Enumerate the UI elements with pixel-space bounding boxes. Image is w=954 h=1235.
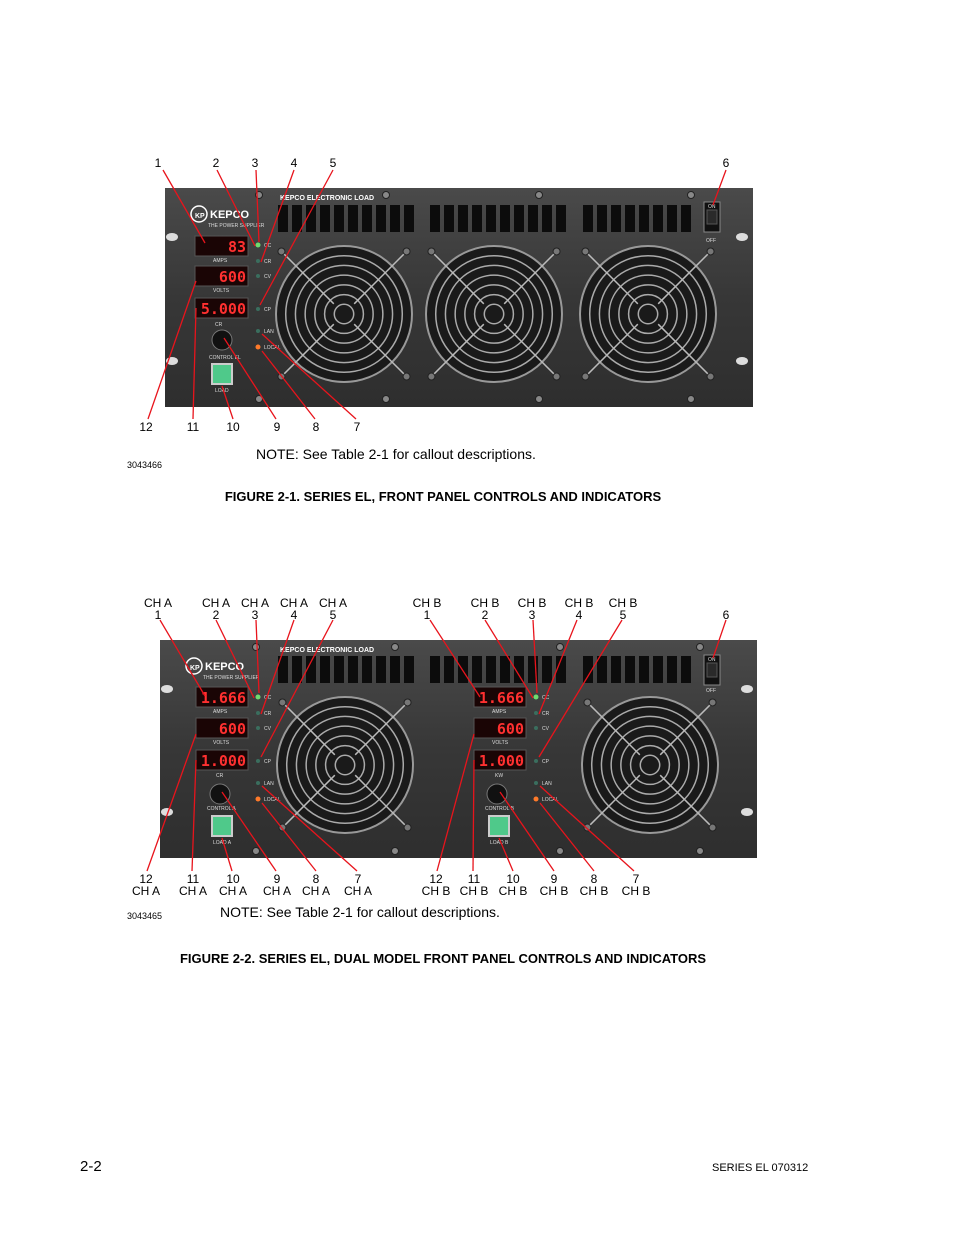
- vent-slot: [653, 656, 663, 683]
- callout-10: 10: [226, 420, 240, 434]
- svg-text:600: 600: [218, 720, 246, 738]
- callout-channel: CH A: [262, 884, 292, 898]
- vent-slot: [362, 656, 372, 683]
- svg-text:CC: CC: [264, 243, 272, 249]
- callout-channel: CH A: [343, 884, 373, 898]
- callout-number: 8: [312, 872, 320, 886]
- callout-number: 3: [528, 608, 536, 622]
- callout-2: 2: [212, 156, 220, 170]
- fan-screw: [404, 699, 411, 706]
- fan-screw: [709, 699, 716, 706]
- callout-channel: CH B: [459, 884, 489, 898]
- svg-text:600: 600: [496, 720, 524, 738]
- callout-4: 4: [290, 156, 298, 170]
- screw: [697, 644, 704, 651]
- svg-text:600: 600: [218, 268, 246, 286]
- screw: [557, 848, 564, 855]
- svg-text:ON: ON: [708, 204, 716, 210]
- figure-note: NOTE: See Table 2-1 for callout descriptions.: [220, 904, 500, 920]
- vent-slot: [597, 656, 607, 683]
- svg-text:ON: ON: [708, 657, 716, 663]
- screw: [557, 644, 564, 651]
- chb-control-knob[interactable]: [487, 784, 507, 804]
- screw: [392, 848, 399, 855]
- cha-led-lan: [256, 781, 260, 785]
- svg-text:CONTROL EL: CONTROL EL: [209, 355, 241, 361]
- callout-channel: CH A: [201, 596, 231, 610]
- callout-channel: CH B: [470, 596, 500, 610]
- brand-tagline: THE POWER SUPPLIER: [208, 223, 265, 229]
- svg-text:CR: CR: [264, 711, 272, 717]
- svg-text:AMPS: AMPS: [492, 709, 507, 715]
- callout-channel: CH A: [218, 884, 248, 898]
- chb-led-lan: [534, 781, 538, 785]
- fan-screw: [279, 699, 286, 706]
- callout-3: 3: [251, 156, 259, 170]
- vent-slot: [472, 656, 482, 683]
- vent-slot: [625, 656, 635, 683]
- screw: [697, 848, 704, 855]
- svg-text:LAN: LAN: [542, 781, 552, 787]
- svg-text:83: 83: [227, 238, 246, 256]
- callout-number: 12: [139, 872, 153, 886]
- fan-screw: [404, 824, 411, 831]
- callout-7: 7: [353, 420, 361, 434]
- fan-screw: [709, 824, 716, 831]
- callout-number: 9: [273, 872, 281, 886]
- svg-text:LOCAL: LOCAL: [264, 345, 281, 351]
- callout-number: 4: [575, 608, 583, 622]
- svg-text:LAN: LAN: [264, 329, 274, 335]
- callout-12: 12: [139, 420, 153, 434]
- callout-number: 10: [226, 872, 240, 886]
- svg-text:CV: CV: [542, 726, 549, 732]
- vent-slot: [404, 656, 414, 683]
- cha-control-knob[interactable]: [210, 784, 230, 804]
- svg-text:VOLTS: VOLTS: [492, 740, 509, 746]
- callout-channel: CH B: [621, 884, 651, 898]
- callout-channel: CH A: [143, 596, 173, 610]
- vent-slot: [500, 656, 510, 683]
- vent-slot: [348, 656, 358, 683]
- figure-note: NOTE: See Table 2-1 for callout descriptions.: [256, 446, 536, 462]
- chb-led-cr: [534, 711, 538, 715]
- svg-text:1.666: 1.666: [200, 689, 246, 707]
- brand-tagline: THE POWER SUPPLIER: [203, 675, 260, 681]
- chb-led-cp: [534, 759, 538, 763]
- page-number: 2-2: [80, 1158, 102, 1175]
- figure-caption: FIGURE 2-1. SERIES EL, FRONT PANEL CONTROLS AND INDICATORS: [224, 489, 662, 504]
- cha-led-local: [256, 797, 261, 802]
- callout-number: 9: [550, 872, 558, 886]
- panel-title: KEPCO ELECTRONIC LOAD: [280, 195, 375, 202]
- vent-slot: [458, 656, 468, 683]
- svg-text:CR: CR: [216, 773, 224, 779]
- panel-title: KEPCO ELECTRONIC LOAD: [280, 647, 375, 654]
- callout-number: 10: [506, 872, 520, 886]
- svg-text:LOAD A: LOAD A: [213, 840, 232, 846]
- svg-text:1.000: 1.000: [478, 752, 524, 770]
- svg-text:CP: CP: [264, 759, 271, 765]
- svg-text:KW: KW: [495, 773, 504, 779]
- svg-text:CV: CV: [264, 726, 271, 732]
- callout-number: 11: [186, 872, 200, 886]
- callout-channel: CH B: [421, 884, 451, 898]
- callout-9: 9: [273, 420, 281, 434]
- vent-slot: [542, 656, 552, 683]
- vent-slot: [376, 656, 386, 683]
- screw: [253, 644, 260, 651]
- svg-text:CP: CP: [542, 759, 549, 765]
- rack-hole: [741, 685, 753, 693]
- svg-text:1.666: 1.666: [478, 689, 524, 707]
- chb-led-cv: [534, 726, 538, 730]
- figure-id: 3043466: [127, 460, 163, 470]
- svg-text:CONTROL A: CONTROL A: [207, 806, 236, 812]
- callout-11: 11: [186, 420, 200, 434]
- callout-number: 8: [590, 872, 598, 886]
- callout-channel: CH B: [608, 596, 638, 610]
- svg-text:LAN: LAN: [264, 781, 274, 787]
- callout-number: 5: [329, 608, 337, 622]
- svg-text:CC: CC: [264, 695, 272, 701]
- callout-channel: CH B: [564, 596, 594, 610]
- callout-channel: CH A: [131, 884, 161, 898]
- cha-led-cp: [256, 759, 260, 763]
- callout-number: 1: [154, 608, 162, 622]
- svg-text:CR: CR: [215, 322, 223, 328]
- chb-led-local: [534, 797, 539, 802]
- svg-text:LOAD: LOAD: [215, 388, 229, 394]
- callout-number: 2: [481, 608, 489, 622]
- svg-text:CR: CR: [542, 711, 550, 717]
- svg-text:CP: CP: [264, 307, 271, 313]
- svg-text:CONTROL B: CONTROL B: [485, 806, 514, 812]
- callout-6: 6: [722, 156, 730, 170]
- svg-text:LOCAL: LOCAL: [264, 797, 281, 803]
- vent-slot: [611, 656, 621, 683]
- cha-load-button[interactable]: [212, 816, 232, 836]
- svg-text:VOLTS: VOLTS: [213, 740, 230, 746]
- callout-channel: CH A: [279, 596, 309, 610]
- svg-text:CC: CC: [542, 695, 550, 701]
- figure-id: 3043465: [127, 911, 163, 921]
- svg-text:5.000: 5.000: [200, 300, 246, 318]
- callout-channel: CH B: [539, 884, 569, 898]
- callout-channel: CH A: [301, 884, 331, 898]
- callout-number: 1: [423, 608, 431, 622]
- callout-number: 4: [290, 608, 298, 622]
- screw: [392, 644, 399, 651]
- callout-channel: CH B: [579, 884, 609, 898]
- svg-text:AMPS: AMPS: [213, 258, 228, 264]
- svg-text:CV: CV: [264, 274, 271, 280]
- vent-slot: [667, 656, 677, 683]
- callout-number: 12: [429, 872, 443, 886]
- vent-slot: [681, 656, 691, 683]
- callout-number: 5: [619, 608, 627, 622]
- cha-led-cr: [256, 711, 260, 715]
- vent-slot: [444, 656, 454, 683]
- callout-number: 7: [354, 872, 362, 886]
- document-id: SERIES EL 070312: [712, 1162, 809, 1174]
- rack-hole: [741, 808, 753, 816]
- svg-text:AMPS: AMPS: [213, 709, 228, 715]
- vent-slot: [639, 656, 649, 683]
- callout-channel: CH B: [517, 596, 547, 610]
- cha-led-cc: [256, 695, 261, 700]
- svg-text:OFF: OFF: [706, 238, 716, 244]
- svg-text:KP: KP: [195, 213, 205, 220]
- svg-text:VOLTS: VOLTS: [213, 288, 230, 294]
- fan-screw: [584, 824, 591, 831]
- svg-text:1.000: 1.000: [200, 752, 246, 770]
- chb-load-button[interactable]: [489, 816, 509, 836]
- callout-channel: CH B: [498, 884, 528, 898]
- callout-5: 5: [329, 156, 337, 170]
- callout-channel: CH A: [240, 596, 270, 610]
- callout-1: 1: [154, 156, 162, 170]
- svg-text:LOCAL: LOCAL: [542, 797, 559, 803]
- callout-channel: CH A: [318, 596, 348, 610]
- brand-name: KEPCO: [205, 661, 245, 673]
- vent-slot: [390, 656, 400, 683]
- vent-slot: [486, 656, 496, 683]
- vent-slot: [430, 656, 440, 683]
- vent-slot: [334, 656, 344, 683]
- callout-number: 2: [212, 608, 220, 622]
- svg-text:OFF: OFF: [706, 688, 716, 694]
- rack-hole: [161, 685, 173, 693]
- chb-led-cc: [534, 695, 539, 700]
- cha-led-cv: [256, 726, 260, 730]
- screw: [253, 848, 260, 855]
- figure-caption: FIGURE 2-2. SERIES EL, DUAL MODEL FRONT PANEL CONTROLS AND INDICATORS: [179, 951, 707, 966]
- callout-channel: CH A: [178, 884, 208, 898]
- callout-8: 8: [312, 420, 320, 434]
- fan-screw: [584, 699, 591, 706]
- svg-text:CR: CR: [264, 259, 272, 265]
- svg-text:KP: KP: [190, 665, 200, 672]
- callout-number: 6: [722, 608, 730, 622]
- brand-name: KEPCO: [210, 209, 250, 221]
- vent-slot: [320, 656, 330, 683]
- callout-channel: CH B: [412, 596, 442, 610]
- callout-number: 3: [251, 608, 259, 622]
- callout-number: 7: [632, 872, 640, 886]
- svg-text:LOAD B: LOAD B: [490, 840, 509, 846]
- vent-slot: [292, 656, 302, 683]
- callout-number: 11: [467, 872, 481, 886]
